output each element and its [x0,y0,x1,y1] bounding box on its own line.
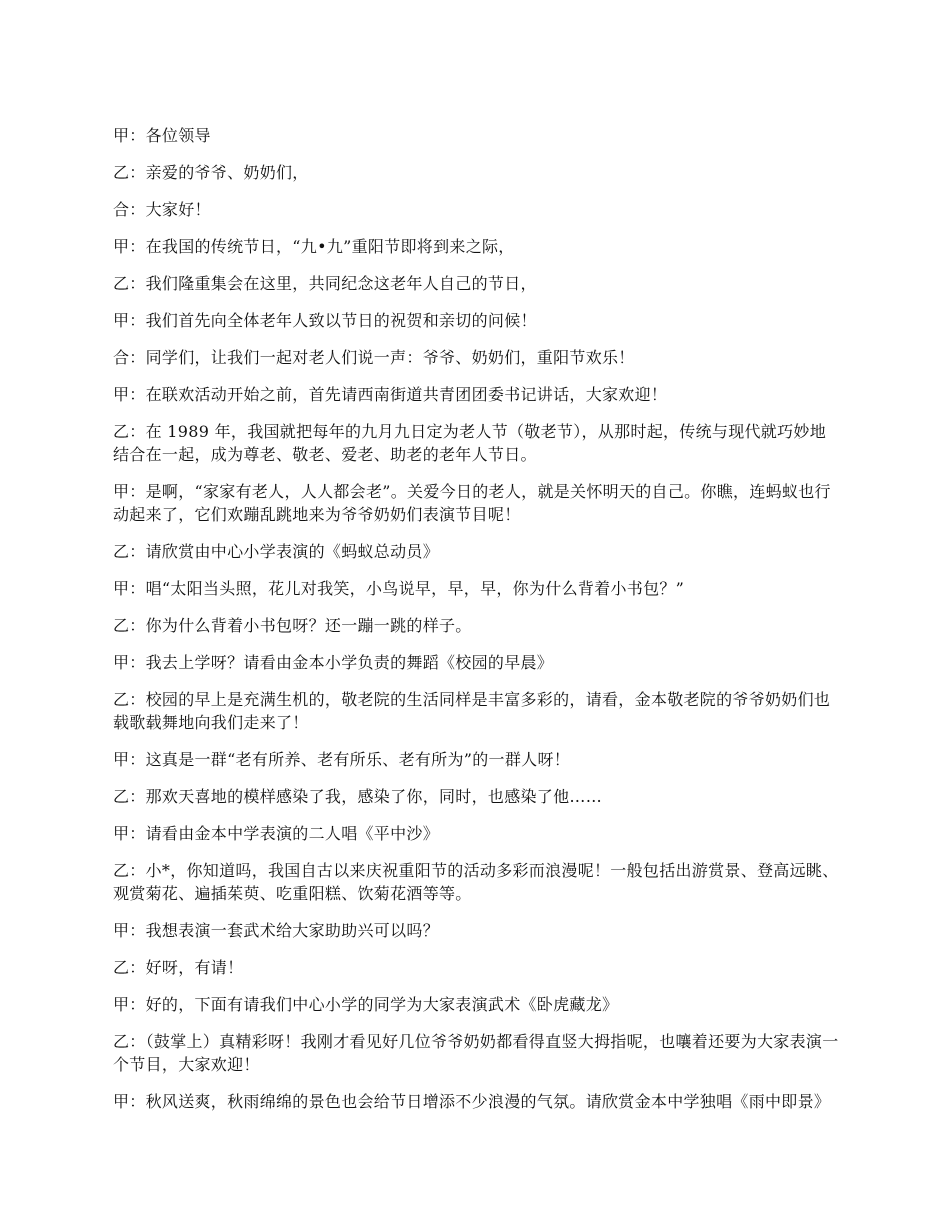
paragraph: 甲：在联欢活动开始之前，首先请西南街道共青团团委书记讲话，大家欢迎！ [113,385,668,404]
paragraph: 甲：我去上学呀？请看由金本小学负责的舞蹈《校园的早晨》 [113,653,554,672]
paragraph: 甲：唱“太阳当头照，花儿对我笑，小鸟说早，早，早，你为什么背着小书包？” [113,579,685,598]
paragraph: 甲：好的，下面有请我们中心小学的同学为大家表演武术《卧虎藏龙》 [113,995,619,1014]
paragraph: 乙：（鼓掌上）真精彩呀！我刚才看见好几位爷爷奶奶都看得直竖大拇指呢，也嚷着还要为大家表演一个节目，大家欢迎！ [113,1032,839,1074]
paragraph: 乙：好呀，有请！ [113,958,244,977]
paragraph: 乙：亲爱的爷爷、奶奶们， [113,163,309,182]
paragraph: 甲：请看由金本中学表演的二人唱《平中沙》 [113,824,440,843]
paragraph: 乙：请欣赏由中心小学表演的《蚂蚁总动员》 [113,542,440,561]
paragraph: 乙：校园的早上是充满生机的，敬老院的生活同样是丰富多彩的，请看，金本敬老院的爷爷奶奶们也载歌载舞地向我们走来了！ [113,690,831,732]
paragraph: 乙：那欢天喜地的模样感染了我，感染了你，同时，也感染了他…… [113,787,603,806]
paragraph: 甲：秋风送爽，秋雨绵绵的景色也会给节日增添不少浪漫的气氛。请欣赏金本中学独唱《雨中即景》 [113,1092,831,1111]
paragraph: 乙：我们隆重集会在这里，共同纪念这老年人自己的节日， [113,274,537,293]
paragraph: 乙：你为什么背着小书包呀？还一蹦一跳的样子。 [113,616,472,635]
paragraph: 甲：各位领导 [113,126,211,145]
paragraph: 甲：在我国的传统节日，“九•九”重阳节即将到来之际， [113,237,515,256]
paragraph: 甲：我想表演一套武术给大家助助兴可以吗？ [113,921,440,940]
paragraph: 甲：我们首先向全体老年人致以节日的祝贺和亲切的问候！ [113,311,537,330]
paragraph: 甲：这真是一群“老有所养、老有所乐、老有所为”的一群人呀！ [113,750,571,769]
paragraph: 合：大家好！ [113,200,211,219]
paragraph: 乙：在 1989 年，我国就把每年的九月九日定为老人节（敬老节），从那时起，传统与现代就巧妙地结合在一起，成为尊老、敬老、爱老、助老的老年人节日。 [113,422,826,464]
paragraph: 合：同学们，让我们一起对老人们说一声：爷爷、奶奶们，重阳节欢乐！ [113,348,635,367]
paragraph: 甲：是啊，“家家有老人，人人都会老”。关爱今日的老人，就是关怀明天的自己。你瞧，连蚂蚁也行动起来了，它们欢蹦乱跳地来为爷爷奶奶们表演节目呢！ [113,482,831,524]
paragraph: 乙：小*，你知道吗，我国自古以来庆祝重阳节的活动多彩而浪漫呢！一般包括出游赏景、登高远眺、观赏菊花、遍插茱萸、吃重阳糕、饮菊花酒等等。 [113,861,839,903]
